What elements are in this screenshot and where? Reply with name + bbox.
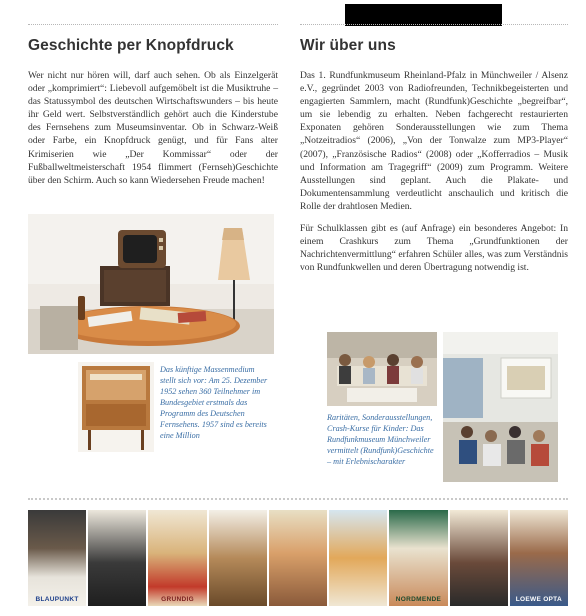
right-column (300, 24, 568, 274)
strip-rule (28, 498, 568, 500)
radio-cabinet-illustration (78, 362, 154, 452)
right-caption: Raritäten, Sonderausstellungen, Crash-Kurse für Kinder: Das Rundfunkmuseum Münchweiler vermittelt (Rundfunk)Geschichte – mit Erlebnischarakter (327, 413, 434, 466)
poster-loewe-opta (510, 510, 568, 606)
poster-strip (28, 510, 568, 606)
right-paragraph-2: Für Schulklassen gibt es (auf Anfrage) ein besonderes Angebot: In einem Crashkurs zum Thema „Grundfunktionen der Nachrichtenvermittlung“ erfahren Schüler alles, was zum Verständnis von Rundfunkwellen und deren Übertragung notwendig ist. (300, 223, 568, 274)
right-heading: Wir über uns (300, 37, 396, 54)
right-body (300, 69, 568, 274)
poster-label: LOEWE OPTA (515, 596, 562, 603)
poster-label: NORDMENDE (395, 596, 442, 603)
children-workshop-photo (327, 332, 437, 406)
projection-room-photo (443, 332, 558, 482)
radio-cabinet-photo (78, 362, 154, 452)
poster-grundig (148, 510, 206, 606)
top-rule-right (300, 24, 568, 25)
projection-room-illustration (443, 332, 558, 482)
left-body (28, 69, 278, 187)
tv-living-room-photo (28, 214, 274, 354)
poster-blaupunkt (28, 510, 86, 606)
poster-2 (88, 510, 146, 606)
tv-living-room-illustration (28, 214, 274, 354)
left-column (28, 24, 278, 187)
poster-8 (450, 510, 508, 606)
poster-6 (329, 510, 387, 606)
poster-4 (209, 510, 267, 606)
right-paragraph-1: Das 1. Rundfunkmuseum Rheinland-Pfalz in Münchweiler / Alsenz e.V., gegründet 2003 von Radiofreunden, Technikbegeisterten und engagierten Sammlern, macht (Rundfunk)Geschichte „begreifbar“, um sie lebendig zu erhalten. Neben fachgerecht restaurierten Exponaten gehören Sonderausstellungen wie zum Thema „Notzeitradios“ (2006), „Von der Tonwalze zum MP3-Player“ (2007), „Französische Radios“ (2008) oder „Kofferradios – Musik und Information am Tragegriff“ (2009) zum Programm. Weitere Ausstellungen sind geplant. Auch die Plakate- und Dokumentensammlung verdeutlicht anschaulich und kritisch die Rolle der drahtlosen Medien. (300, 70, 568, 212)
poster-label: GRUNDIG (161, 596, 194, 603)
children-workshop-illustration (327, 332, 437, 406)
poster-nordmende (389, 510, 447, 606)
top-rule-left (28, 24, 278, 25)
left-caption: Das künftige Massenmedium stellt sich vor: Am 25. Dezember 1952 sehen 360 Teilnehmer im Bundesgebiet erstmals das Programm des Deutschen Fernsehens. 1957 sind es bereits eine Million (160, 365, 268, 440)
left-paragraph: Wer nicht nur hören will, darf auch sehen. Ob als Einzelgerät oder „komprimiert“: Liebevoll aufgemöbelt ist die Musiktruhe – das Statussymbol des deutschen Wirtschaftswunders – bis heute ihr Geld wert. Selbstverständlich gehört auch die Kinderstube des Fernsehens zum Museumsinventar. Ob in Schwarz-Weiß oder Farbe, ein Knopfdruck genügt, und für Fans alter Krimiserien wie „Der Kommissar“ oder der Fußballweltmeisterschaft 1954 flimmert (Fernseh)Geschichte über den Schirm. Auch so kann Wiedersehen Freude machen! (28, 70, 278, 186)
left-heading: Geschichte per Knopfdruck (28, 37, 234, 54)
redaction-box (345, 4, 502, 26)
poster-label: BLAUPUNKT (35, 596, 79, 603)
poster-5 (269, 510, 327, 606)
